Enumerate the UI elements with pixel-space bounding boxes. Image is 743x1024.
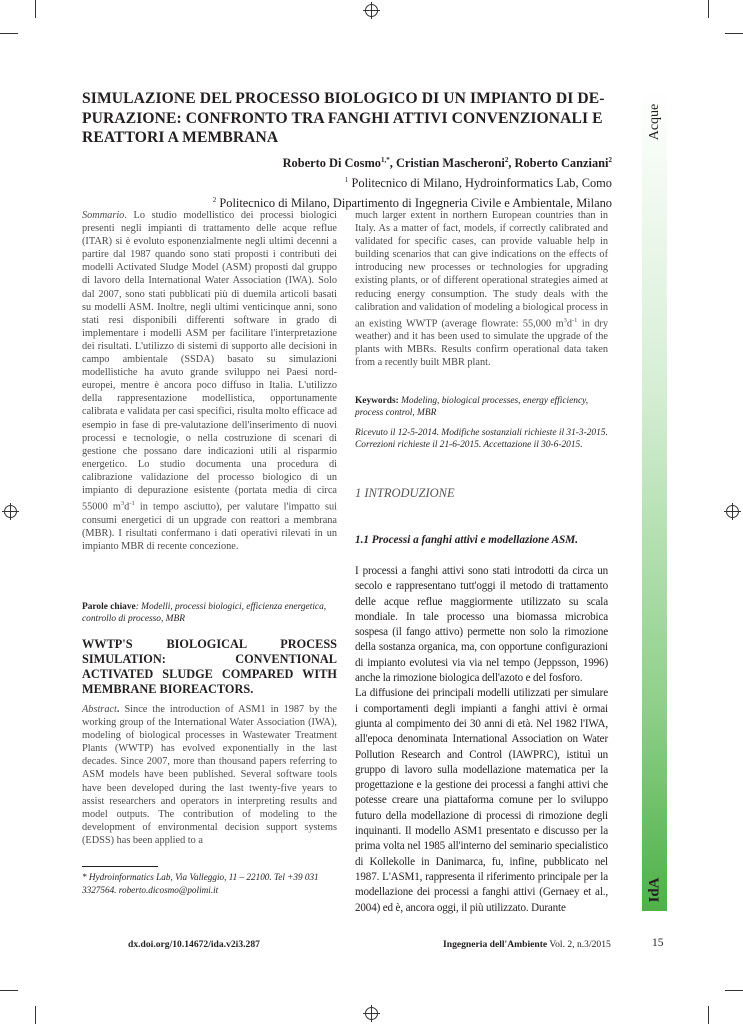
affiliation-2: $^2$ Politecnico di Milano, Dipartimento di Ingegneria Civile e Ambientale, Milano bbox=[212, 196, 612, 211]
footnote-rule bbox=[82, 866, 158, 867]
crop-mark bbox=[0, 990, 18, 991]
abstract-continued: much larger extent in northern European countries than in Italy. As a matter of fact, models, if correctly calibrated and validated for specific cases, can provide valuable help in building scenarios that can give indications on the effects of introducing new processes or technologies for upgrading existing plants, or of different operational strategies aimed at reducing energy consumption. The study deals with the calibration and validation of modeling a biological process in an existing WWTP (average flowrate: 55,000 $m^3d^{-1}$ in dry weather) and it has been used to simulate the upgrade of the plants with MBRs. Results confirm operational data taken from a recently built MBR plant. bbox=[355, 210, 608, 369]
doi-link[interactable]: dx.doi.org/10.14672/ida.v2i3.287 bbox=[128, 939, 260, 950]
intro-paragraph-2: La diffusione dei principali modelli utilizzati per simulare i comportamenti degli impianti a fanghi attivi è ormai giunta al compimento dei 30 anni di età. Nel 1982 l'IWA, all'epoca denominata International Association on Water Pollution Research and Control (IAWPRC), istituì un gruppo di lavoro sulla modellazione matematica per la progettazione e la gestione dei processi a fanghi attivi che potesse creare una piattaforma comune per lo sviluppo futuro della modellazione di processi di rimozione degli inquinanti. Il modello ASM1 presentato e discusso per la prima volta nel 1985 all'interno del seminario specialistico di Kollekolle in Danimarca, fu, infine, pubblicato nel 1987. L'ASM1, rappresenta il riferimento principale per la modellazione dei processi a fanghi attivi (Gernaey et al., 2004) ed è, ancora oggi, il più utilizzato. Durante bbox=[355, 687, 608, 914]
crop-mark bbox=[35, 1006, 36, 1024]
sidebar-gradient bbox=[642, 88, 667, 911]
received-dates: Ricevuto il 12-5-2014. Modifiche sostanziali richieste il 31-3-2015. Correzioni richieste il 21-6-2015. Accettazione il 30-6-2015. bbox=[355, 428, 608, 450]
crop-mark bbox=[725, 33, 743, 34]
author-block bbox=[213, 152, 612, 212]
english-title: WWTP'S BIOLOGICAL PROCESS SIMULATION: CONVENTIONAL ACTIVATED SLUDGE COMPARED WITH MEMBRANE BIOREACTORS. bbox=[82, 637, 337, 696]
author-names: Roberto Di Cosmo$^{1,*}$, Cristian Mascheroni$^2$, Roberto Canziani$^2$ bbox=[282, 156, 612, 171]
keywords: Keywords: Modeling, biological processes, energy efficiency, process control, MBR bbox=[355, 396, 589, 418]
registration-mark-icon bbox=[4, 505, 17, 518]
subsection-heading: 1.1 Processi a fanghi attivi e modellazione ASM. bbox=[355, 534, 579, 546]
crop-mark bbox=[725, 990, 743, 991]
journal-citation: Ingegneria dell'Ambiente Vol. 2, n.3/2015 bbox=[443, 939, 611, 950]
abstract: Abstract. Since the introduction of ASM1 in 1987 by the working group of the International Water Association (IWA), modeling of biological processes in Wastewater Treatment Plants (WWTP) has evolved exponentially in the last decades. Since 2007, more than thousand papers referring to ASM models have been published. Several software tools have been developed during the last twenty-five years to assist researchers and operators in interpreting results and model outputs. The contribution of modeling to the development of environmental decision support systems (EDSS) has been applied to a bbox=[82, 704, 337, 846]
parole-chiave: Parole chiave: Modelli, processi biologici, efficienza energetica, controllo di processo, MBR bbox=[82, 602, 327, 624]
registration-mark-icon bbox=[365, 4, 378, 17]
registration-mark-icon bbox=[365, 1007, 378, 1020]
sidebar-section-label: Acque bbox=[647, 103, 662, 141]
article-title: SIMULAZIONE DEL PROCESSO BIOLOGICO DI UN IMPIANTO DI DE-PURAZIONE: CONFRONTO TRA FANGHI ATTIVI CONVENZIONALI E REATTORI A MEMBRANA bbox=[82, 90, 605, 146]
affiliation-1: $^1$ Politecnico di Milano, Hydroinformatics Lab, Como bbox=[344, 176, 612, 191]
sommario: Sommario. Lo studio modellistico dei processi biologici presenti negli impianti di trattamento delle acque reflue (ITAR) si è evoluto esponenzialmente negli ultimi decenni a partire dal 1987 quando sono stati proposti i contributi dei modelli Activated Sludge Model (ASM) proposti dal gruppo di lavoro della International Water Association (IWA). Solo dal 2007, sono stati pubblicati più di duemila articoli basati su modelli ASM. Inoltre, negli ultimi venticinque anni, sono stati resi disponibili differenti software in grado di implementare i modelli ASM per facilitare l'interpretazione dei risultati. L'utilizzo di sistemi di supporto alle decisioni in campo ambientale (SSDA) basato su simulazioni modellistiche ha avuto grande sviluppo nei Paesi nord-europei, mentre è ancora poco diffuso in Italia. L'utilizzo della rappresentazione modellistica, opportunamente calibrata e validata per casi specifici, risulta molto efficace ad esempio in fase di pre-valutazione dell'inserimento di nuovi processi e tecnologie, o nella costruzione di scenari di gestione che possano dare indicazioni utili al risparmio energetico. Lo studio documenta una procedura di calibrazione validazione del processo biologico di un impianto di depurazione esistente (portata media di circa 55000 $m^3d^{-1}$ in tempo asciutto), per valutare l'impatto sui consumi energetici di un upgrade con reattori a membrana (MBR). I risultati confermano i dati operativi rilevati in un impianto MBR di recente concezione. bbox=[82, 210, 338, 552]
crop-mark bbox=[708, 0, 709, 18]
introduction-body bbox=[355, 564, 608, 916]
footnote: * Hydroinformatics Lab, Via Valleggio, 11 – 22100. Tel +39 031 3327564. roberto.dicosmo@polimi.it bbox=[82, 872, 319, 895]
crop-mark bbox=[35, 0, 36, 18]
sidebar-journal-label: IdA bbox=[646, 877, 663, 903]
registration-mark-icon bbox=[726, 505, 739, 518]
page-number: 15 bbox=[652, 937, 664, 949]
crop-mark bbox=[708, 1006, 709, 1024]
section-heading: 1 INTRODUZIONE bbox=[355, 486, 455, 500]
crop-mark bbox=[0, 33, 18, 34]
intro-paragraph-1: I processi a fanghi attivi sono stati introdotti da circa un secolo e rappresentano tutt'oggi il metodo di trattamento delle acque reflue maggiormente utilizzato su scala mondiale. In tale processo una biomassa microbica sospesa (il fango attivo) permette non solo la rimozione della sostanza organica, ma, con opportune configurazioni di impianto evolutesi via via nel tempo (Jeppsson, 1996) anche la rimozione biologica dell'azoto e del fosforo. bbox=[355, 565, 608, 685]
